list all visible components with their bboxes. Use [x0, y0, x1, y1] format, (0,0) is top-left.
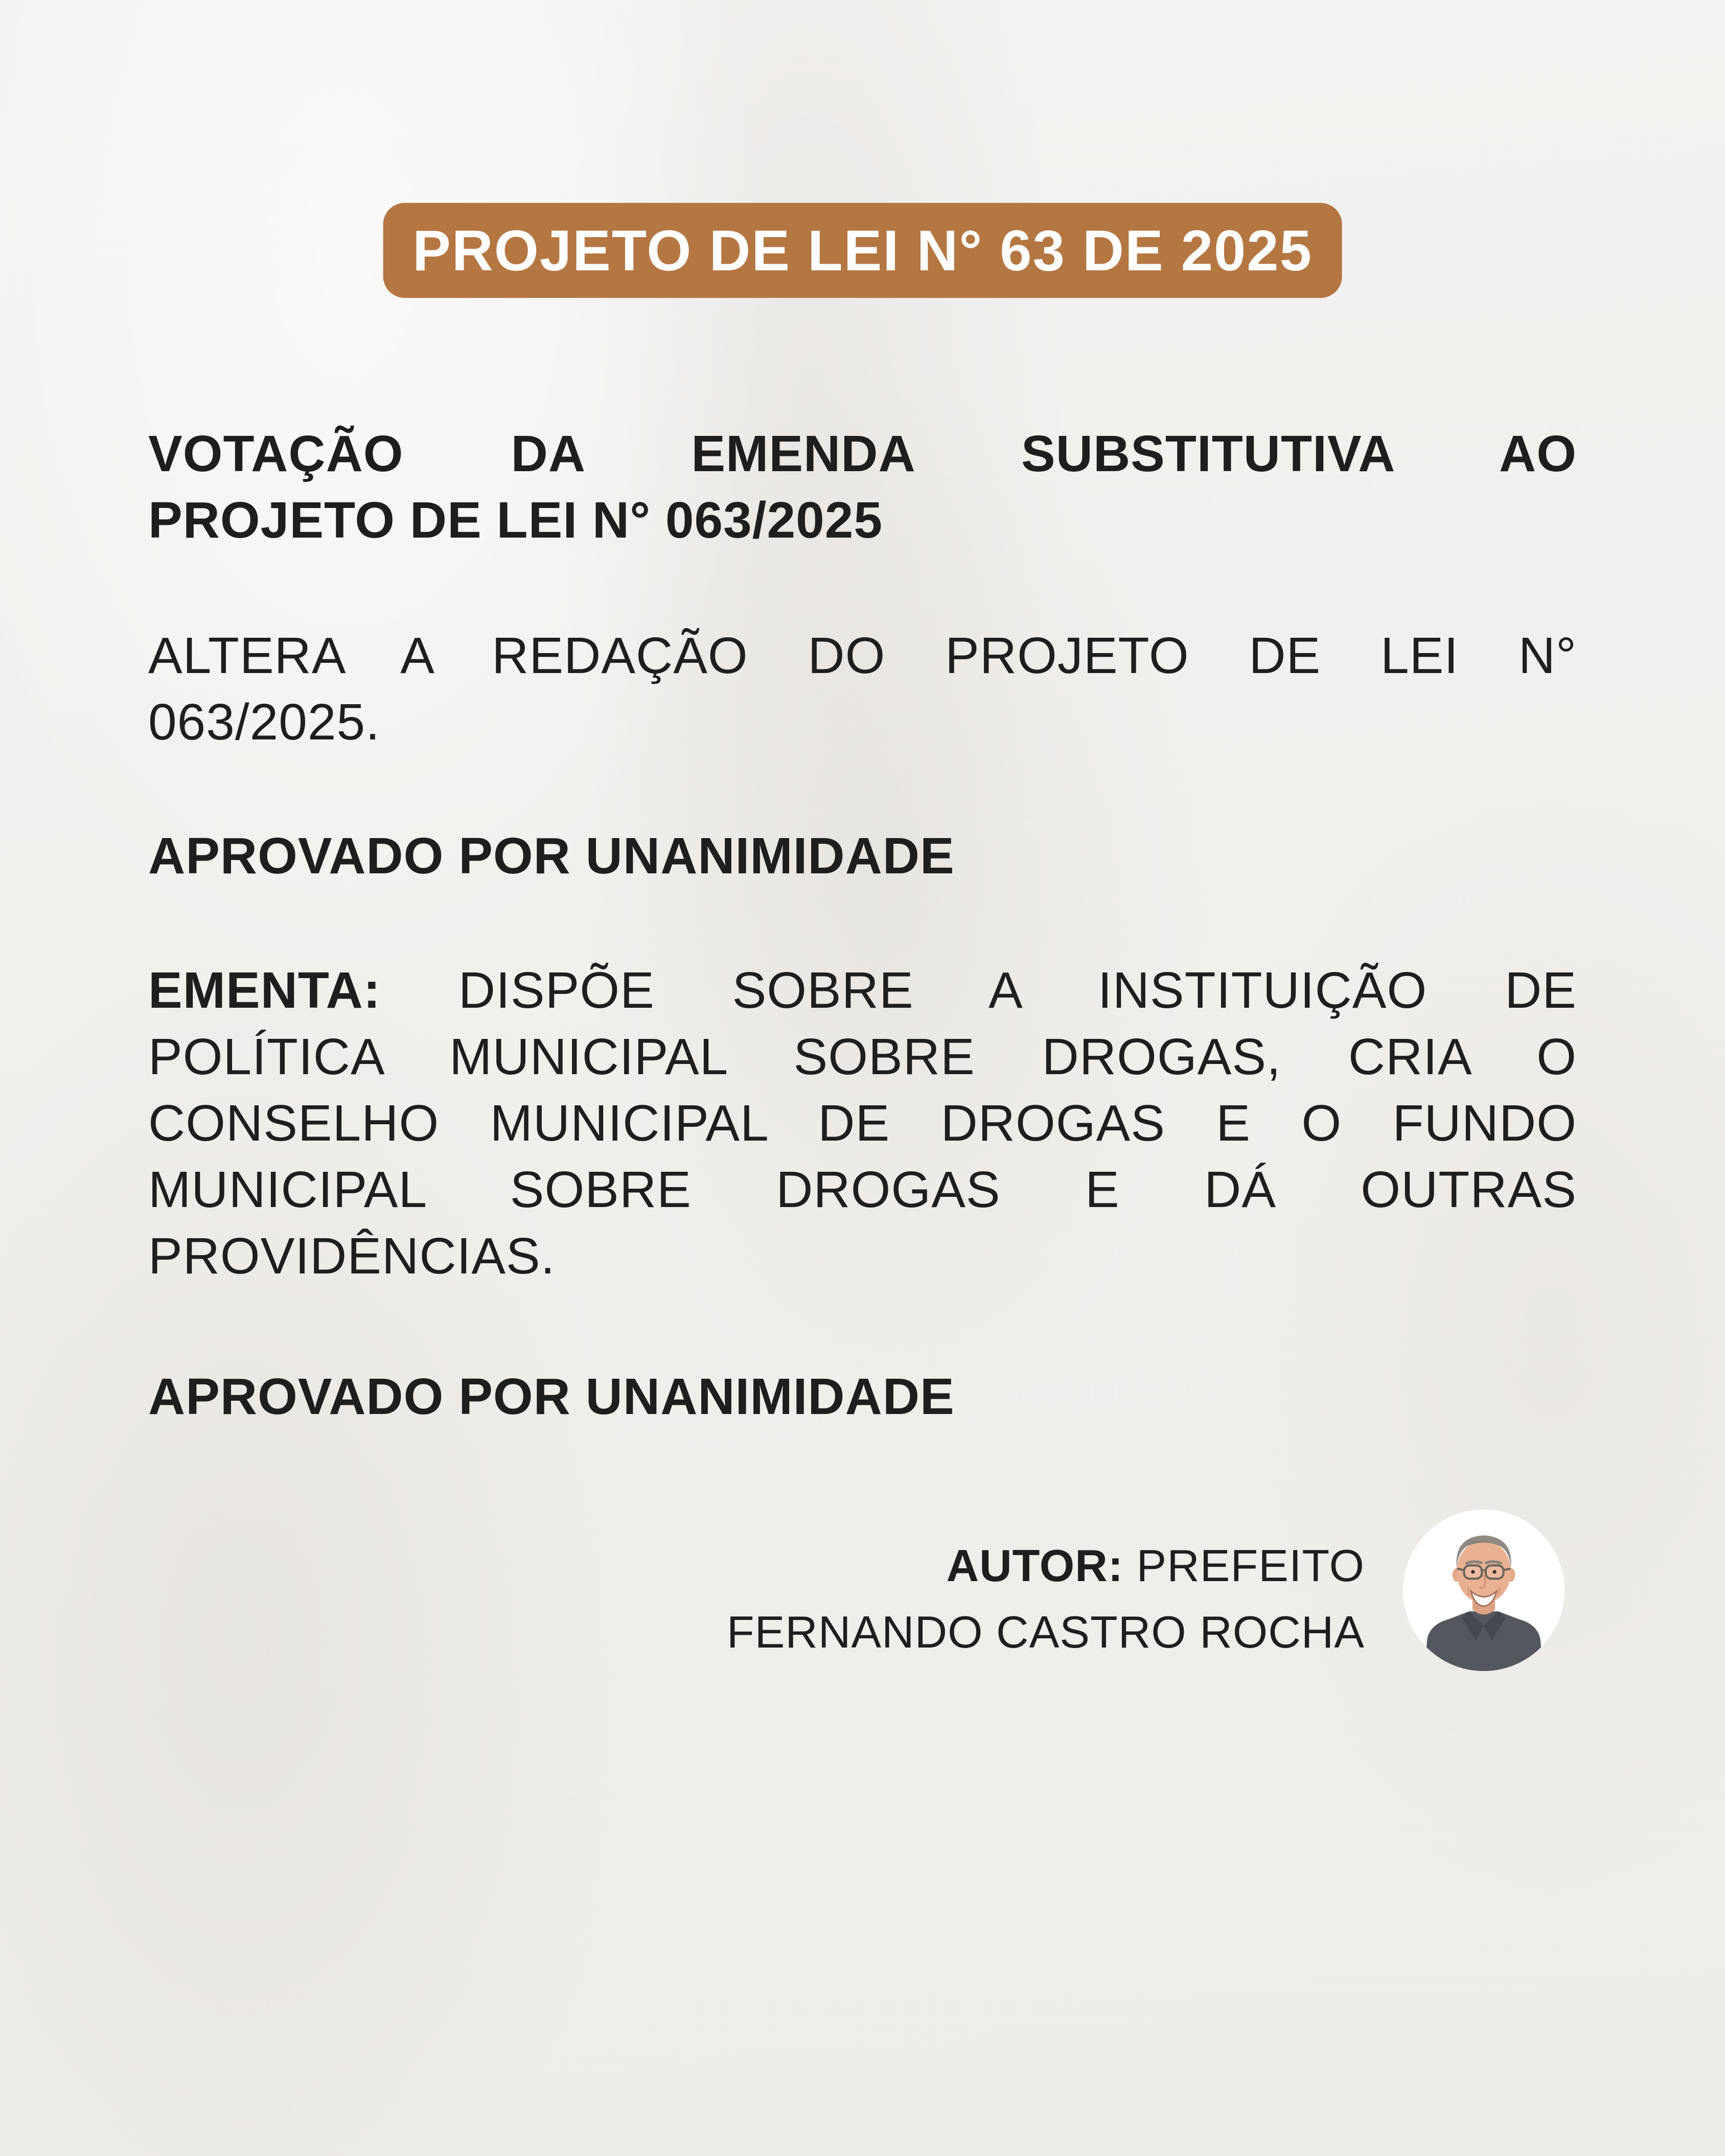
author-name: FERNANDO CASTRO ROCHA [726, 1607, 1365, 1657]
aprovado-status-2: APROVADO POR UNANIMIDADE [148, 1368, 955, 1425]
author-avatar-photo [1403, 1510, 1565, 1671]
altera-paragraph-line2: 063/2025. [148, 693, 380, 751]
ementa-line1-text: DISPÕE SOBRE A INSTITUIÇÃO DE [458, 962, 1577, 1019]
votacao-heading [148, 421, 1577, 553]
altera-paragraph [148, 622, 1577, 755]
ementa-line4: MUNICIPAL SOBRE DROGAS E DÁ OUTRAS [148, 1161, 1577, 1218]
author-role: PREFEITO [1136, 1540, 1365, 1591]
votacao-heading-line2: PROJETO DE LEI N° 063/2025 [148, 492, 883, 549]
author-block [342, 1533, 1365, 1665]
author-label: AUTOR: [946, 1540, 1124, 1591]
author-role-line [342, 1533, 1365, 1599]
title-badge-label: PROJETO DE LEI N° 63 DE 2025 [412, 218, 1313, 283]
ementa-line1 [148, 957, 1577, 1024]
votacao-heading-line1: VOTAÇÃO DA EMENDA SUBSTITUTIVA AO [148, 425, 1577, 482]
prefeito-portrait-icon [1403, 1510, 1565, 1671]
altera-paragraph-line1: ALTERA A REDAÇÃO DO PROJETO DE LEI N° [148, 627, 1577, 684]
ementa-line5: PROVIDÊNCIAS. [148, 1227, 556, 1285]
aprovado-status-1: APROVADO POR UNANIMIDADE [148, 827, 955, 885]
title-badge [383, 203, 1342, 298]
ementa-line2: POLÍTICA MUNICIPAL SOBRE DROGAS, CRIA O [148, 1028, 1577, 1085]
ementa-label: EMENTA: [148, 962, 381, 1019]
ementa-line3: CONSELHO MUNICIPAL DE DROGAS E O FUNDO [148, 1095, 1577, 1152]
ementa-paragraph [148, 957, 1577, 1289]
